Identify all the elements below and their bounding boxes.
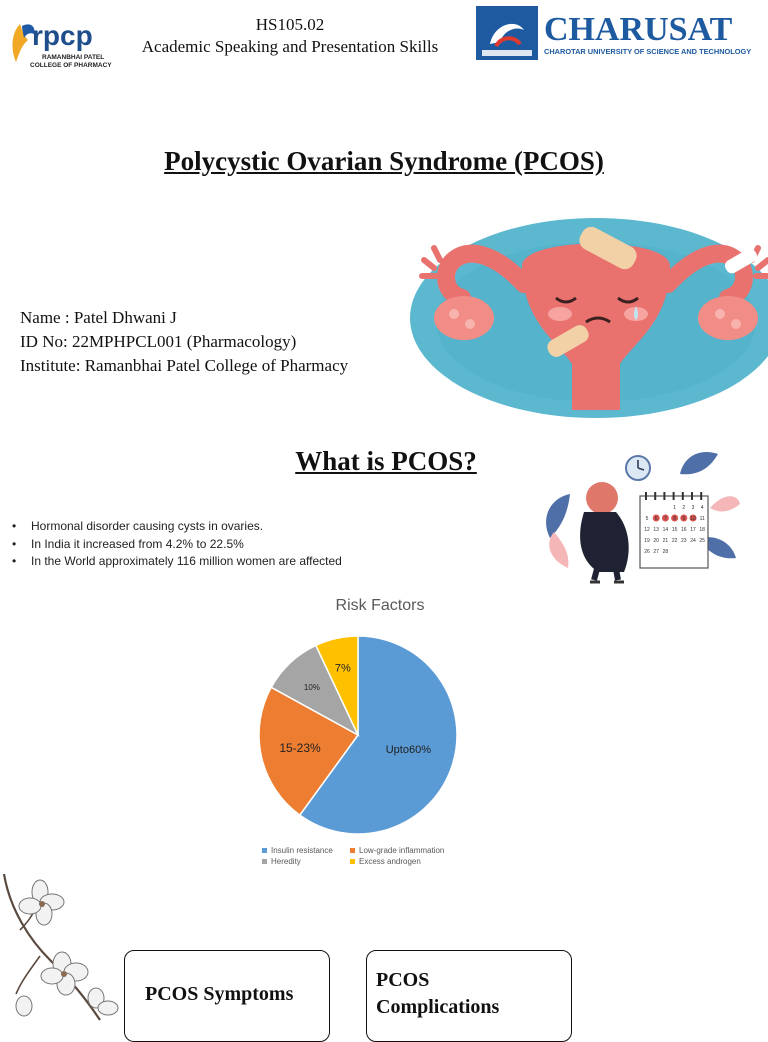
list-item: • In the World approximately 116 million women are affected	[12, 553, 342, 571]
calendar-day: 13	[653, 527, 659, 533]
student-institute: Institute: Ramanbhai Patel College of Pharmacy	[20, 356, 349, 375]
legend-item	[262, 846, 350, 855]
rpcp-subtext-line1: RAMANBHAI PATEL	[42, 54, 105, 61]
calendar-ring	[700, 492, 702, 500]
pcos-symptoms-box	[124, 950, 330, 1042]
calendar-day: 23	[681, 538, 687, 544]
calendar-day: 8	[673, 516, 676, 522]
legend-item	[262, 857, 350, 866]
legend-label: Insulin resistance	[271, 846, 333, 855]
legend-label: Low-grade inflammation	[359, 846, 445, 855]
pcos-complications-label: PCOS Complications	[376, 969, 500, 1018]
calendar-ring	[673, 492, 675, 500]
charusat-subtext: CHAROTAR UNIVERSITY OF SCIENCE AND TECHNOLOGY	[544, 47, 752, 56]
calendar-day: 16	[681, 527, 687, 533]
woman-calendar-illustration	[540, 448, 740, 594]
legend-item	[350, 857, 470, 866]
legend-item	[350, 846, 470, 855]
legend-swatch-inflammation	[350, 848, 355, 853]
pcos-symptoms-label: PCOS Symptoms	[145, 983, 294, 1005]
calendar-day: 12	[644, 527, 650, 533]
charusat-logo-graphic	[476, 6, 764, 62]
calendar-ring	[654, 492, 656, 500]
sad-uterus-illustration	[406, 214, 768, 420]
calendar-day: 9	[682, 516, 686, 522]
calendar-day: 10	[690, 516, 696, 522]
legend-label: Excess androgen	[359, 857, 421, 866]
calendar-ring	[645, 492, 647, 500]
calendar-day: 4	[700, 505, 704, 511]
course-name: Academic Speaking and Presentation Skills	[141, 37, 439, 56]
calendar-day: 24	[690, 538, 696, 544]
chart-title: Risk Factors	[335, 597, 425, 614]
chart-legend	[262, 846, 502, 868]
legend-swatch-heredity	[262, 859, 267, 864]
legend-swatch-androgen	[350, 859, 355, 864]
calendar-day: 17	[690, 527, 696, 533]
calendar-day: 6	[654, 516, 658, 522]
student-id: ID No: 22MPHPCL001 (Pharmacology)	[20, 332, 297, 351]
charusat-logo	[476, 6, 764, 62]
student-name: Name : Patel Dhwani J	[20, 308, 177, 327]
rpcp-logo	[6, 12, 116, 72]
pie-data-label: 10%	[303, 682, 320, 692]
course-code: HS105.02	[255, 15, 325, 34]
pie-data-label: 15-23%	[279, 740, 321, 755]
pie-chart	[240, 595, 520, 845]
calendar-day: 26	[644, 549, 650, 555]
rpcp-logo-graphic	[6, 12, 116, 72]
pcos-complications-box	[366, 950, 572, 1042]
charusat-wordmark: CHARUSAT	[544, 11, 733, 48]
page-title: Polycystic Ovarian Syndrome (PCOS)	[164, 146, 604, 176]
calendar-day: 14	[662, 527, 669, 533]
calendar-day: 20	[653, 538, 659, 544]
calendar-ring	[663, 492, 665, 500]
calendar-day: 15	[671, 527, 678, 533]
calendar-day: 7	[664, 516, 667, 522]
calendar-day: 21	[662, 538, 669, 544]
calendar-day: 11	[699, 516, 705, 522]
risk-factors-chart	[240, 595, 520, 875]
rpcp-wordmark: rpcp	[32, 20, 93, 51]
pcos-facts-list	[12, 518, 342, 571]
calendar-day: 3	[691, 505, 695, 511]
calendar-day: 28	[662, 549, 669, 555]
rpcp-subtext-line2: COLLEGE OF PHARMACY	[30, 62, 112, 69]
list-item: • In India it increased from 4.2% to 22.5%	[12, 536, 342, 554]
calendar-day: 5	[645, 516, 649, 522]
calendar-day: 25	[699, 538, 705, 544]
pie-data-label: 7%	[334, 662, 351, 675]
legend-swatch-insulin	[262, 848, 267, 853]
section-title: What is PCOS?	[295, 446, 477, 476]
calendar-day: 1	[673, 505, 676, 511]
calendar-ring	[682, 492, 684, 500]
calendar-day: 19	[644, 538, 650, 544]
student-info	[20, 306, 348, 378]
pie-data-label: Upto60%	[385, 743, 432, 756]
calendar-day: 27	[653, 549, 659, 555]
calendar-day: 2	[682, 505, 686, 511]
calendar-day: 22	[671, 538, 678, 544]
calendar-day: 18	[699, 527, 705, 533]
legend-label: Heredity	[271, 857, 301, 866]
flower-branch-illustration	[0, 870, 125, 1024]
calendar-ring	[691, 492, 693, 500]
list-item: • Hormonal disorder causing cysts in ovaries.	[12, 518, 342, 536]
course-heading	[120, 14, 460, 58]
